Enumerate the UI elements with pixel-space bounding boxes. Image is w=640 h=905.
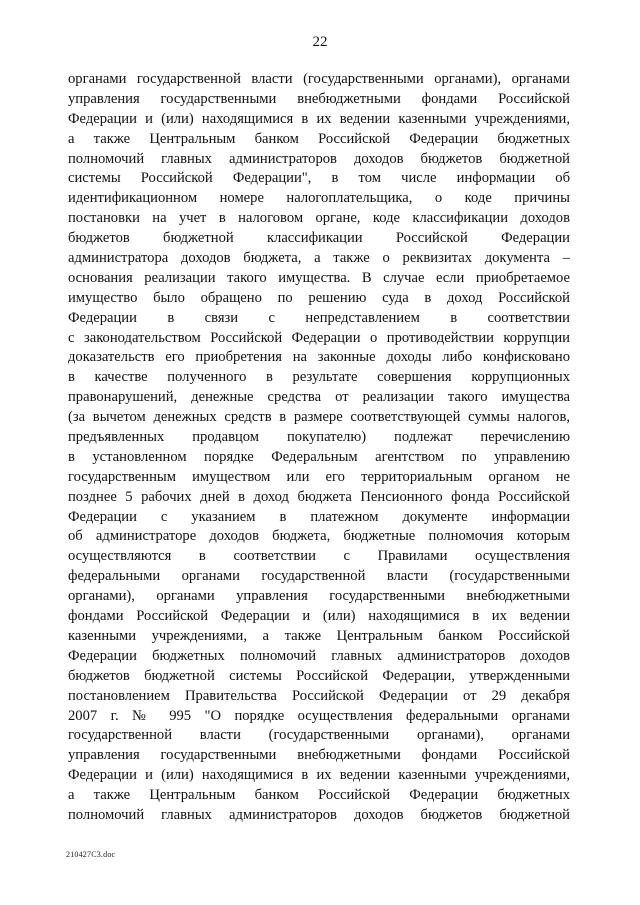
text-line: органами), органами управления государственными внебюджетными [68,588,570,605]
text-line: бюджетов бюджетной классификации Российской Федерации [68,230,570,247]
text-line: полномочий главных администраторов доходов бюджетов бюджетной [68,806,570,823]
text-line: Федерации и (или) находящимися в их ведении казенными учреждениями, [68,767,570,784]
text-line: государственной власти (государственными органами), органами [68,727,570,744]
text-line: позднее 5 рабочих дней в доход бюджета Пенсионного фонда Российской [68,488,570,505]
page-number: 22 [312,34,328,50]
text-line: предъявленных продавцом покупателю) подлежат перечислению [68,429,570,446]
text-line: органами государственной власти (государственными органами), органами [68,71,570,87]
text-line: 2007 г. № 995 "О порядке осуществления федеральными органами [68,707,570,724]
text-line: основания реализации такого имущества. В случае если приобретаемое [68,269,570,286]
text-line: (за вычетом денежных средств в размере соответствующей суммы налогов, [68,409,570,426]
text-line: правонарушений, денежные средства от реализации такого имущества [68,389,570,406]
text-line: Федерации бюджетных полномочий главных администраторов доходов [68,647,570,664]
text-line: постановлением Правительства Российской Федерации от 29 декабря [68,687,570,704]
text-line: осуществляются в соответствии с Правилами осуществления [68,548,570,565]
text-line: управления государственными внебюджетными фондами Российской [68,90,570,107]
body-text [68,70,570,826]
text-line: полномочий главных администраторов доходов бюджетов бюджетной [68,150,570,167]
text-line: имущество было обращено по решению суда в доход Российской [68,289,570,306]
text-line: Федерации и (или) находящимися в их ведении казенными учреждениями, [68,110,570,127]
text-line: в установленном порядке Федеральным агентством по управлению [68,448,570,465]
text-line: Федерации в связи с непредставлением в соответствии [68,309,570,326]
text-line: с законодательством Российской Федерации о противодействии коррупции [68,329,570,346]
text-line: бюджетов бюджетной системы Российской Федерации, утвержденными [68,667,570,684]
footer-filename: 210427C3.doc [66,850,116,859]
text-line: об администраторе доходов бюджета, бюджетные полномочия которым [68,528,570,545]
text-line: доказательств его приобретения на законные доходы либо конфисковано [68,349,570,366]
text-line: постановки на учет в налоговом органе, коде классификации доходов [68,210,570,227]
text-line: управления государственными внебюджетными фондами Российской [68,747,570,764]
text-line: фондами Российской Федерации и (или) находящимися в их ведении [68,608,570,625]
text-line: администратора доходов бюджета, а также о реквизитах документа – [68,250,570,267]
text-line: государственным имуществом или его территориальным органом не [68,468,570,485]
text-line: Федерации с указанием в платежном документе информации [68,508,570,525]
text-line: федеральными органами государственной власти (государственными [68,568,570,585]
text-line: а также Центральным банком Российской Федерации бюджетных [68,130,570,147]
text-line: а также Центральным банком Российской Федерации бюджетных [68,787,570,804]
text-line: казенными учреждениями, а также Центральным банком Российской [68,627,570,644]
text-line: идентификационном номере налогоплательщика, о коде причины [68,190,570,207]
text-line: системы Российской Федерации", в том числе информации об [68,170,570,187]
text-line: в качестве полученного в результате совершения коррупционных [68,369,570,386]
